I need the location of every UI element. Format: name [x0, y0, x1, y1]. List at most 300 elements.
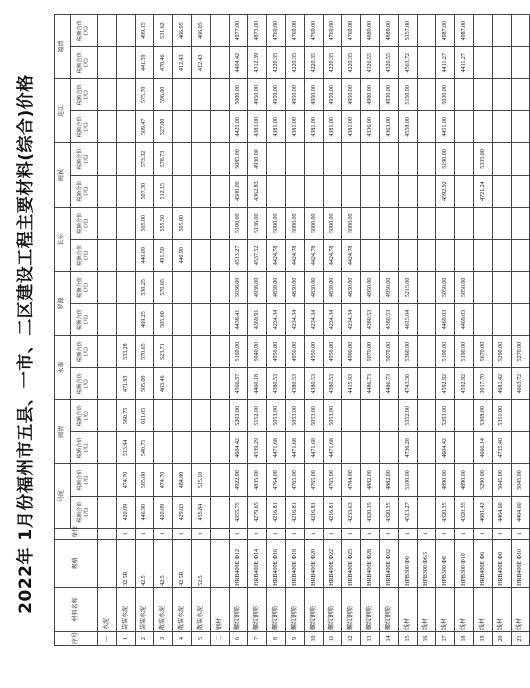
- price-cell: 5000.00: [304, 207, 323, 239]
- price-cell: 4930.00: [248, 143, 267, 175]
- header-price-excl-tax: 税额合价(元): [71, 303, 98, 335]
- row-material-name: 线材: [511, 587, 530, 631]
- price-cell: 474.70: [154, 464, 173, 496]
- price-cell: 4469.03: [455, 303, 474, 335]
- price-cell: [210, 400, 229, 432]
- price-cell: 420.09: [116, 496, 135, 528]
- price-cell: 505.00: [154, 303, 173, 335]
- price-cell: 4604.42: [229, 432, 248, 464]
- price-cell: [417, 303, 436, 335]
- header-price-incl-tax: 税额合价(元): [71, 143, 98, 175]
- price-cell: 4765.00: [304, 464, 323, 496]
- table-row: [511, 15, 530, 646]
- header-price-excl-tax: 税额合价(元): [71, 239, 98, 271]
- table-row: [361, 15, 380, 646]
- price-cell: [191, 111, 210, 143]
- header-region: 连江: [55, 79, 71, 143]
- price-cell: 4537.52: [248, 239, 267, 271]
- price-cell: 4381.00: [342, 111, 361, 143]
- price-cell: [379, 432, 398, 464]
- price-cell: [98, 47, 117, 79]
- row-material-name: 钢材: [210, 587, 229, 631]
- price-cell: 5000.00: [285, 207, 304, 239]
- price-cell: [173, 432, 192, 464]
- price-cell: [323, 143, 342, 175]
- price-cell: 4336.00: [361, 111, 380, 143]
- price-cell: [492, 303, 511, 335]
- price-cell: [379, 143, 398, 175]
- row-material-name: 螺纹钢筋: [361, 587, 380, 631]
- price-cell: 4764.00: [267, 464, 286, 496]
- price-cell: [304, 143, 323, 175]
- price-cell: [492, 143, 511, 175]
- price-cell: [379, 400, 398, 432]
- price-cell: [116, 111, 135, 143]
- price-cell: 4938.00: [248, 271, 267, 303]
- table-row: [116, 15, 135, 646]
- price-cell: 4234.34: [304, 303, 323, 335]
- price-cell: 5360.00: [398, 336, 417, 368]
- price-cell: 420.09: [154, 496, 173, 528]
- row-spec: HPB300 Φ6: [398, 539, 417, 587]
- price-cell: [473, 111, 492, 143]
- price-cell: 4369.91: [248, 303, 267, 335]
- price-cell: [361, 143, 380, 175]
- price-cell: [116, 175, 135, 207]
- price-cell: 4743.36: [398, 368, 417, 400]
- price-cell: 4216.81: [304, 496, 323, 528]
- row-material-name: 螺纹钢筋: [267, 587, 286, 631]
- header-price-excl-tax: 税额合价(元): [71, 496, 98, 528]
- price-cell: 5070.00: [379, 336, 398, 368]
- row-seq: 11: [323, 631, 342, 645]
- row-unit: t: [154, 528, 173, 539]
- price-cell: [417, 432, 436, 464]
- price-cell: [379, 239, 398, 271]
- price-cell: 4220.35: [323, 47, 342, 79]
- price-cell: 4950.00: [285, 79, 304, 111]
- row-material-name: 螺纹钢筋: [323, 587, 342, 631]
- price-cell: [210, 368, 229, 400]
- table-row: [436, 15, 455, 646]
- price-cell: 4950.00: [323, 336, 342, 368]
- row-material-name: 螺纹钢筋: [229, 587, 248, 631]
- price-cell: 4566.37: [229, 368, 248, 400]
- price-cell: 4234.34: [342, 303, 361, 335]
- price-cell: [492, 79, 511, 111]
- price-cell: 4500.00: [229, 175, 248, 207]
- price-cell: 4769.00: [304, 15, 323, 47]
- price-cell: 463.46: [154, 368, 173, 400]
- price-cell: [173, 303, 192, 335]
- price-cell: [191, 400, 210, 432]
- price-cell: [267, 175, 286, 207]
- row-seq: 17: [436, 631, 455, 645]
- row-unit: t: [342, 528, 361, 539]
- price-cell: [379, 175, 398, 207]
- price-cell: 4279.65: [248, 496, 267, 528]
- price-cell: 3017.70: [473, 368, 492, 400]
- price-cell: 5160.00: [229, 336, 248, 368]
- price-cell: [173, 79, 192, 111]
- row-material-name: 水泥: [98, 587, 117, 631]
- row-seq: —: [98, 631, 117, 645]
- price-cell: 4381.00: [285, 111, 304, 143]
- header-price-incl-tax: 税额合价(元): [71, 15, 98, 47]
- price-cell: 507.30: [135, 175, 154, 207]
- price-cell: 578.73: [154, 143, 173, 175]
- price-cell: 4460.18: [248, 368, 267, 400]
- price-cell: 412.43: [191, 47, 210, 79]
- header-region: 长乐: [55, 207, 71, 271]
- price-cell: 5030.00: [436, 79, 455, 111]
- price-cell: [304, 175, 323, 207]
- price-cell: 5100.00: [398, 464, 417, 496]
- price-cell: [473, 303, 492, 335]
- price-cell: 4950.00: [304, 336, 323, 368]
- price-cell: [98, 143, 117, 175]
- price-cell: 4381.00: [248, 111, 267, 143]
- price-cell: 4769.00: [323, 15, 342, 47]
- table-row: [267, 15, 286, 646]
- price-cell: [98, 368, 117, 400]
- price-cell: 4471.68: [323, 432, 342, 464]
- header-price-incl-tax: 税额合价(元): [71, 464, 98, 496]
- price-cell: [511, 239, 530, 271]
- price-cell: 4320.35: [379, 496, 398, 528]
- price-cell: [473, 79, 492, 111]
- row-unit: t: [398, 528, 417, 539]
- price-cell: 611.05: [135, 400, 154, 432]
- price-cell: 5050.00: [455, 271, 474, 303]
- header-price-excl-tax: 税额合价(元): [71, 47, 98, 79]
- table-row: [342, 15, 361, 646]
- price-cell: 4882.00: [361, 464, 380, 496]
- row-seq: 二: [210, 631, 229, 645]
- row-spec: HRB400E Φ10: [511, 539, 530, 587]
- row-spec: 42.5R: [173, 539, 192, 587]
- price-cell: [98, 303, 117, 335]
- row-unit: t: [455, 528, 474, 539]
- price-cell: [361, 175, 380, 207]
- price-cell: 4592.92: [455, 368, 474, 400]
- row-unit: [210, 528, 229, 539]
- price-cell: 440.09: [135, 239, 154, 271]
- price-cell: [210, 303, 229, 335]
- price-cell: [210, 143, 229, 175]
- price-cell: 4765.00: [285, 464, 304, 496]
- price-cell: [210, 239, 229, 271]
- price-cell: 4411.27: [455, 47, 474, 79]
- price-cell: 412.43: [173, 47, 192, 79]
- price-cell: 491.59: [154, 239, 173, 271]
- price-cell: 4381.00: [323, 111, 342, 143]
- price-cell: 4404.42: [229, 47, 248, 79]
- price-cell: [436, 239, 455, 271]
- price-cell: [116, 47, 135, 79]
- price-cell: [285, 143, 304, 175]
- price-table-container: [54, 14, 524, 646]
- price-cell: [492, 15, 511, 47]
- row-unit: t: [511, 528, 530, 539]
- row-spec: HRB400E Φ22: [323, 539, 342, 587]
- row-seq: 20: [492, 631, 511, 645]
- header-price-incl-tax: 税额合价(元): [71, 400, 98, 432]
- price-cell: [285, 175, 304, 207]
- price-cell: [342, 400, 361, 432]
- price-cell: [267, 143, 286, 175]
- row-seq: 14: [379, 631, 398, 645]
- price-cell: [455, 432, 474, 464]
- price-cell: [511, 207, 530, 239]
- row-seq: 16: [417, 631, 436, 645]
- price-cell: [511, 79, 530, 111]
- price-cell: [361, 239, 380, 271]
- price-cell: [342, 432, 361, 464]
- price-cell: 4784.00: [342, 464, 361, 496]
- price-cell: 4769.00: [342, 15, 361, 47]
- price-cell: 446.90: [173, 239, 192, 271]
- price-cell: 4424.78: [323, 239, 342, 271]
- price-cell: 5203.00: [229, 400, 248, 432]
- header-region: 马尾: [55, 464, 71, 528]
- price-cell: 4451.00: [436, 111, 455, 143]
- price-cell: 533.28: [116, 336, 135, 368]
- row-seq: 7: [248, 631, 267, 645]
- row-spec: HRB400E Φ12: [229, 539, 248, 587]
- price-cell: 4362.83: [248, 175, 267, 207]
- price-cell: [492, 239, 511, 271]
- table-row: [455, 15, 474, 646]
- price-cell: 4220.35: [342, 47, 361, 79]
- price-cell: [98, 400, 117, 432]
- price-cell: [191, 368, 210, 400]
- price-cell: 470.46: [154, 47, 173, 79]
- price-cell: 4220.35: [285, 47, 304, 79]
- price-cell: 499.15: [135, 15, 154, 47]
- price-cell: [511, 47, 530, 79]
- price-cell: [417, 207, 436, 239]
- price-cell: 4890.00: [455, 464, 474, 496]
- price-cell: 5053.00: [267, 400, 286, 432]
- row-seq: 19: [473, 631, 492, 645]
- price-cell: 4380.53: [267, 368, 286, 400]
- price-cell: 573.32: [135, 143, 154, 175]
- price-cell: [323, 175, 342, 207]
- price-cell: 505.00: [135, 464, 154, 496]
- price-cell: [98, 271, 117, 303]
- price-cell: 5150.00: [398, 79, 417, 111]
- price-cell: [455, 400, 474, 432]
- row-spec: [98, 539, 117, 587]
- price-cell: 4987.00: [455, 15, 474, 47]
- row-unit: t: [379, 528, 398, 539]
- price-cell: 4424.78: [304, 239, 323, 271]
- price-cell: [398, 239, 417, 271]
- row-material-name: 螺纹钢筋: [304, 587, 323, 631]
- table-row: [173, 15, 192, 646]
- row-spec: HPB300 Φ8: [436, 539, 455, 587]
- price-cell: 4220.35: [304, 47, 323, 79]
- row-material-name: 线材: [492, 587, 511, 631]
- price-cell: 5203.00: [436, 400, 455, 432]
- price-table: [54, 14, 530, 646]
- price-cell: [210, 111, 229, 143]
- price-cell: [98, 15, 117, 47]
- price-cell: 4563.72: [398, 47, 417, 79]
- price-cell: 4830.00: [323, 271, 342, 303]
- price-cell: [473, 47, 492, 79]
- table-row: [135, 15, 154, 646]
- price-cell: 4900.00: [361, 79, 380, 111]
- price-cell: 4922.00: [229, 464, 248, 496]
- row-spec: HRB400E Φ20: [304, 539, 323, 587]
- price-cell: [511, 111, 530, 143]
- header-unit: 单位: [55, 528, 98, 539]
- price-cell: 4486.73: [379, 368, 398, 400]
- row-spec: HRB400E Φ14: [248, 539, 267, 587]
- price-cell: [173, 111, 192, 143]
- price-cell: 4873.00: [248, 15, 267, 47]
- row-material-name: 线材: [473, 587, 492, 631]
- price-cell: [417, 79, 436, 111]
- price-cell: 5040.00: [248, 336, 267, 368]
- price-cell: 4950.00: [304, 79, 323, 111]
- price-cell: 4326.55: [379, 47, 398, 79]
- price-cell: 4424.78: [285, 239, 304, 271]
- header-price-excl-tax: 税额合价(元): [71, 175, 98, 207]
- price-cell: 5045.00: [492, 464, 511, 496]
- price-cell: [173, 271, 192, 303]
- price-cell: [455, 111, 474, 143]
- row-spec: HRB400E Φ6: [473, 539, 492, 587]
- price-cell: 4950.00: [267, 336, 286, 368]
- price-cell: 580.75: [116, 400, 135, 432]
- price-cell: 4990.00: [342, 336, 361, 368]
- price-cell: 4380.53: [285, 368, 304, 400]
- price-cell: 5136.00: [248, 207, 267, 239]
- table-row: [98, 15, 117, 646]
- price-cell: 4312.39: [248, 47, 267, 79]
- row-spec: 42.5: [135, 539, 154, 587]
- price-cell: [511, 175, 530, 207]
- price-cell: [116, 15, 135, 47]
- header-spec: 规格: [55, 539, 98, 587]
- price-cell: [210, 432, 229, 464]
- row-spec: 42.5: [154, 539, 173, 587]
- price-cell: 4464.60: [492, 496, 511, 528]
- row-spec: HRB400E Φ28: [361, 539, 380, 587]
- row-material-name: 螺纹钢筋: [342, 587, 361, 631]
- price-cell: [116, 271, 135, 303]
- row-spec: [210, 539, 229, 587]
- price-cell: 5053.00: [285, 400, 304, 432]
- price-cell: 5290.00: [492, 336, 511, 368]
- price-cell: [210, 464, 229, 496]
- price-cell: 5270.00: [511, 336, 530, 368]
- row-material-name: 散装水泥: [191, 587, 210, 631]
- price-cell: 4882.00: [379, 464, 398, 496]
- header-seq: 序号: [55, 631, 98, 645]
- price-cell: [191, 79, 210, 111]
- price-cell: [98, 239, 117, 271]
- price-cell: [191, 303, 210, 335]
- header-region: 永泰: [55, 336, 71, 400]
- price-cell: 570.65: [135, 336, 154, 368]
- price-cell: 4539.29: [248, 432, 267, 464]
- row-unit: t: [229, 528, 248, 539]
- row-spec: HPB300 Φ6.5: [417, 539, 436, 587]
- price-cell: [173, 143, 192, 175]
- price-cell: 446.90: [135, 496, 154, 528]
- price-cell: 5670.00: [473, 336, 492, 368]
- price-cell: 466.05: [191, 15, 210, 47]
- price-cell: 5050.00: [436, 271, 455, 303]
- table-row: [154, 15, 173, 646]
- price-cell: 4930.00: [379, 79, 398, 111]
- price-cell: 429.03: [173, 496, 192, 528]
- price-cell: [116, 303, 135, 335]
- price-cell: [417, 271, 436, 303]
- price-cell: [191, 143, 210, 175]
- price-cell: 4234.34: [267, 303, 286, 335]
- price-cell: 4381.00: [267, 111, 286, 143]
- row-spec: HRB400E Φ8: [492, 539, 511, 587]
- price-cell: [417, 496, 436, 528]
- price-cell: 523.71: [154, 336, 173, 368]
- price-cell: [210, 47, 229, 79]
- table-row: [248, 15, 267, 646]
- row-spec: HPB300 Φ10: [455, 539, 474, 587]
- price-cell: 4769.00: [267, 15, 286, 47]
- price-cell: 5190.00: [455, 336, 474, 368]
- price-cell: 4216.81: [267, 496, 286, 528]
- header-price-incl-tax: 税额合价(元): [71, 271, 98, 303]
- row-unit: t: [173, 528, 192, 539]
- header-price-incl-tax: 税额合价(元): [71, 79, 98, 111]
- price-cell: 4415.93: [342, 368, 361, 400]
- price-cell: [511, 271, 530, 303]
- header-price-excl-tax: 税额合价(元): [71, 368, 98, 400]
- price-cell: 4216.81: [285, 496, 304, 528]
- price-cell: [511, 143, 530, 175]
- row-unit: t: [323, 528, 342, 539]
- header-price-incl-tax: 税额合价(元): [71, 336, 98, 368]
- price-cell: [210, 271, 229, 303]
- price-cell: 4471.68: [267, 432, 286, 464]
- price-cell: 4233.63: [342, 496, 361, 528]
- price-cell: [473, 239, 492, 271]
- price-cell: [473, 15, 492, 47]
- price-cell: [173, 175, 192, 207]
- price-cell: 4950.00: [267, 79, 286, 111]
- row-seq: 1: [116, 631, 135, 645]
- price-cell: [98, 464, 117, 496]
- header-region: 福清: [55, 15, 71, 79]
- price-cell: 4380.53: [379, 303, 398, 335]
- price-cell: 4681.42: [473, 496, 492, 528]
- price-cell: [417, 111, 436, 143]
- price-cell: 4615.04: [398, 303, 417, 335]
- price-cell: 4438.41: [229, 303, 248, 335]
- price-cell: 4830.00: [304, 271, 323, 303]
- row-unit: [98, 528, 117, 539]
- price-cell: 455.84: [191, 496, 210, 528]
- row-unit: t: [267, 528, 286, 539]
- price-cell: 466.05: [173, 15, 192, 47]
- price-cell: [98, 336, 117, 368]
- price-cell: [191, 271, 210, 303]
